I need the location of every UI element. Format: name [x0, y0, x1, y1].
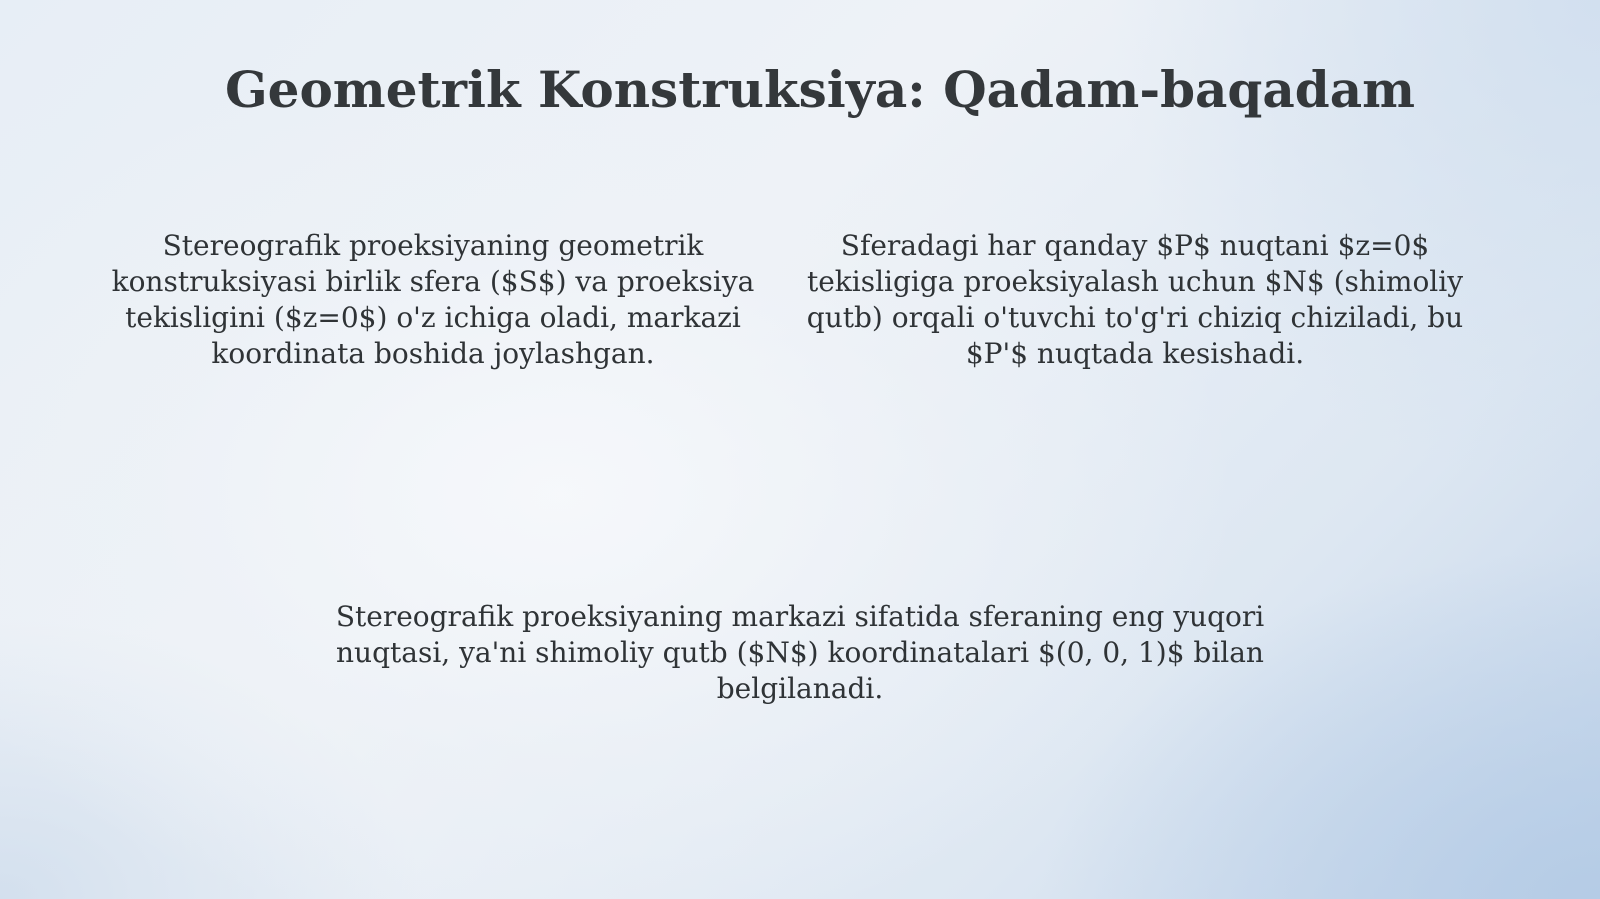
- slide-title: Geometrik Konstruksiya: Qadam-baqadam: [224, 60, 1416, 119]
- paragraph-left: Stereografik proeksiyaning geometrik konstruksiyasi birlik sfera ($S$) va proeksiya tekisligini ($z=0$) o'z ichiga oladi, markazi koordinata boshida joylashgan.: [111, 229, 755, 370]
- paragraph-bottom: Stereografik proeksiyaning markazi sifatida sferaning eng yuqori nuqtasi, ya'ni shimoliy qutb ($N$) koordinatalari $(0, 0, 1)$ bilan belgilanadi.: [335, 600, 1265, 705]
- paragraph-right: Sferadagi har qanday $P$ nuqtani $z=0$ tekisligiga proeksiyalash uchun $N$ (shimoliy qutb) orqali o'tuvchi to'g'ri chiziq chiziladi, bu $P'$ nuqtada kesishadi.: [806, 229, 1464, 370]
